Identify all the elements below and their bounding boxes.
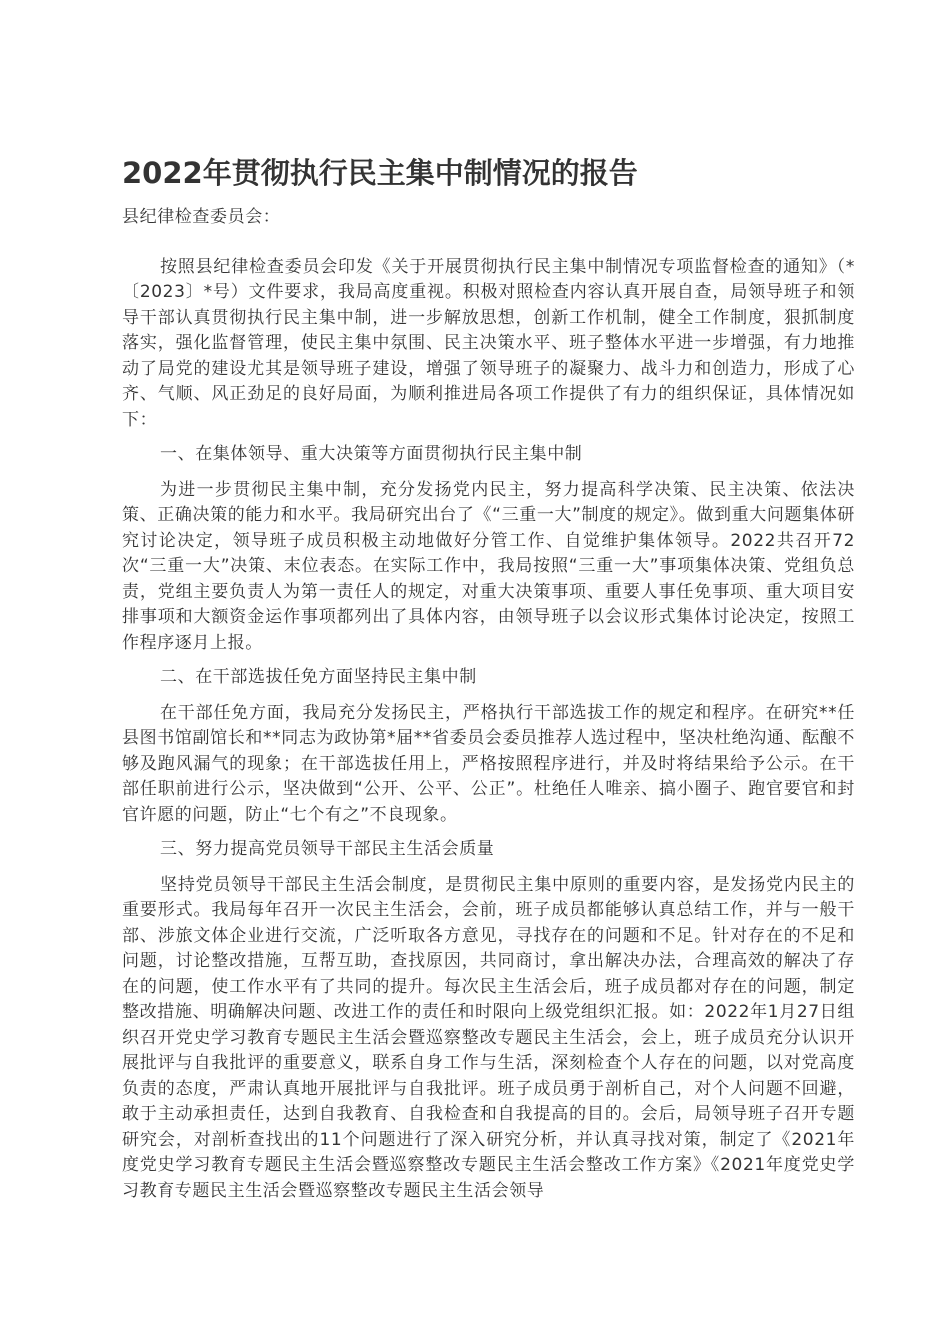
document-title: 2022年贯彻执行民主集中制情况的报告 [122,156,638,190]
document-body [122,205,855,1204]
section-heading-2: 二、在干部选拔任免方面坚持民主集中制 [160,667,477,687]
section-3-paragraph: 坚持党员领导干部民主生活会制度，是贯彻民主集中原则的重要内容，是发扬党内民主的重要形式。我局每年召开一次民主生活会，会前，班子成员都能够认真总结工作，并与一般干部、涉旅文体企业进行交流，广泛听取各方意见，寻找存在的问题和不足。针对存在的不足和问题，讨论整改措施，互帮互助，查找原因，共同商讨，拿出解决办法，合理高效的解决了存在的问题，使工作水平有了共同的提升。每次民主生活会后，班子成员都对存在的问题，制定整改措施、明确解决问题、改进工作的责任和时限向上级党组织汇报。如：2022年1月27日组织召开党史学习教育专题民主生活会暨巡察整改专题民主生活会，会上，班子成员充分认识开展批评与自我批评的重要意义，联系自身工作与生活，深刻检查个人存在的问题，以对党高度负责的态度，严肃认真地开展批评与自我批评。班子成员勇于剖析自己，对个人问题不回避，敢于主动承担责任，达到自我教育、自我检查和自我提高的目的。会后，局领导班子召开专题研究会，对剖析查找出的11个问题进行了深入研究分析，并认真寻找对策，制定了《2021年度党史学习教育专题民主生活会暨巡察整改专题民主生活会整改工作方案》《2021年度党史学习教育专题民主生活会暨巡察整改专题民主生活会领导 [122,874,855,1201]
salutation: 县纪律检查委员会： [122,207,281,227]
section-heading-1: 一、在集体领导、重大决策等方面贯彻执行民主集中制 [160,444,583,464]
section-heading-3: 三、努力提高党员领导干部民主生活会质量 [160,839,495,859]
intro-paragraph: 按照县纪律检查委员会印发《关于开展贯彻执行民主集中制情况专项监督检查的通知》（*〔2023〕*号）文件要求，我局高度重视。积极对照检查内容认真开展自查，局领导班子和领导干部认真贯彻执行民主集中制，进一步解放思想，创新工作机制，健全工作制度，狠抓制度落实，强化监督管理，使民主集中氛围、民主决策水平、班子整体水平进一步增强，有力地推动了局党的建设尤其是领导班子建设，增强了领导班子的凝聚力、战斗力和创造力，形成了心齐、气顺、风正劲足的良好局面，为顺利推进局各项工作提供了有力的组织保证，具体情况如下： [122,256,855,430]
section-1-paragraph: 为进一步贯彻民主集中制，充分发扬党内民主，努力提高科学决策、民主决策、依法决策、正确决策的能力和水平。我局研究出台了《“三重一大”制度的规定》。做到重大问题集体研究讨论决定，领导班子成员积极主动地做好分管工作、自觉维护集体领导。2022共召开72次“三重一大”决策、末位表态。在实际工作中，我局按照“三重一大”事项集体决策、党组负总责，党组主要负责人为第一责任人的规定，对重大决策事项、重要人事任免事项、重大项目安排事项和大额资金运作事项都列出了具体内容，由领导班子以会议形式集体讨论决定，按照工作程序逐月上报。 [122,479,855,653]
section-2-paragraph: 在干部任免方面，我局充分发扬民主，严格执行干部选拔工作的规定和程序。在研究**任县图书馆副馆长和**同志为政协第*届**省委员会委员推荐人选过程中，坚决杜绝沟通、酝酿不够及跑风漏气的现象；在干部选拔任用上，严格按照程序进行，并及时将结果给予公示。在干部任职前进行公示，坚决做到“公开、公平、公正”。杜绝任人唯亲、搞小圈子、跑官要官和封官许愿的问题，防止“七个有之”不良现象。 [122,702,855,825]
